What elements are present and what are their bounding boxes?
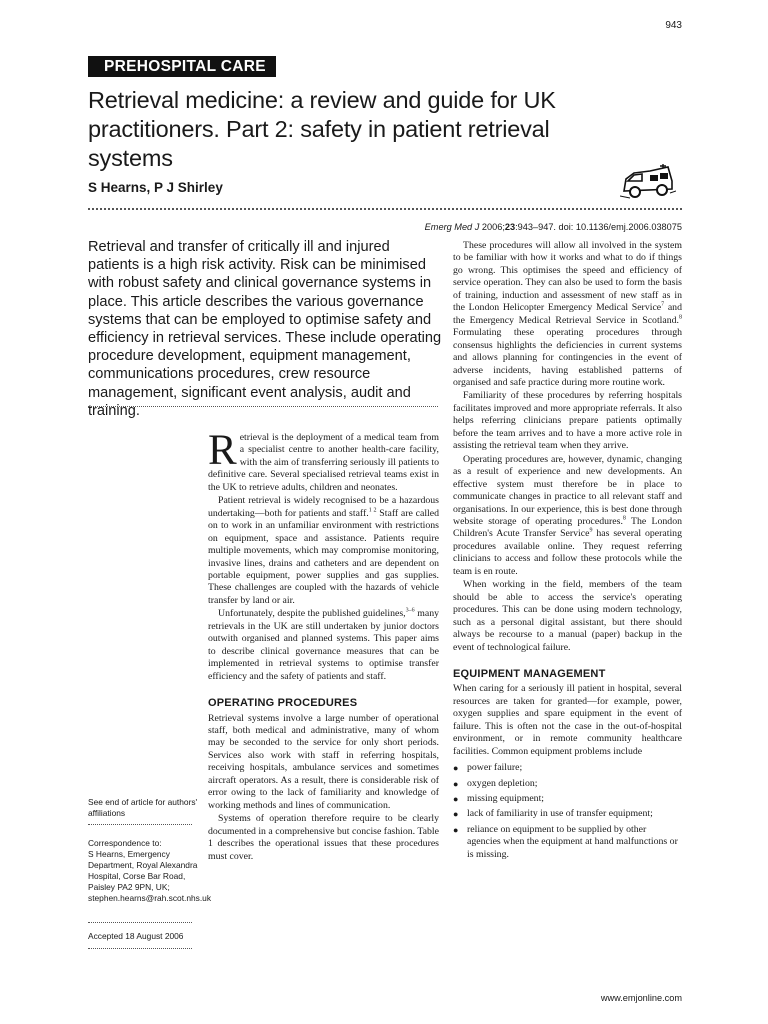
journal-website: www.emjonline.com [600, 993, 682, 1003]
paragraph-text: Patient retrieval is widely recognised to be a hazardous undertaking—both for patients and staff. [208, 495, 439, 519]
citation-volume: 23 [504, 222, 516, 232]
list-item [453, 778, 682, 790]
reference-marker: 9 [589, 528, 593, 535]
correspondence-email: stephen.hearns@rah.scot.nhs.uk [88, 893, 212, 903]
bullet-icon: ● [453, 794, 459, 805]
list-item-text: power failure; [467, 762, 523, 774]
bullet-icon: ● [453, 809, 459, 820]
correspondence-address: S Hearns, Emergency Department, Royal Alexandra Hospital, Corse Bar Road, Paisley PA2 9PN, UK; [88, 849, 198, 892]
section-heading: OPERATING PROCEDURES [208, 697, 358, 710]
correspondence-label: Correspondence to: [88, 838, 162, 848]
paragraph-text: etrieval is the deployment of a medical team from a specialist centre to another health-care facility, with the aim of transferring seriously ill patients to definitive care. Several specialised retrieval teams exist in the UK to retrieve adults, children and neonates. [208, 432, 439, 493]
paragraph-text: Unfortunately, despite the published guidelines, [218, 608, 406, 620]
paragraph-text: and the Emergency Medical Retrieval Service in Scotland. [453, 302, 682, 326]
paragraph-text: Staff are called on to work in an unfamiliar environment with restrictions on equipment, space and assistance. Patients require multiple movements, which may compromise monitoring, invasive lines, drains and catheters and are dependent on portable equipment, power supplies and gas supplies. These challenges are coupled with the hazards of vehicle transfer by land or air. [208, 507, 440, 606]
paragraph: When working in the field, members of the team should be able to access the service's operating procedures. This can be done using modern technology, such as a personal digital assistant, but there should always be recourse to a manual (paper) backup in the event of technological failure. [453, 579, 682, 653]
paragraph-text: The London Children's Acute Transfer Service [453, 515, 682, 540]
accepted-date [88, 931, 203, 942]
paragraph [453, 454, 682, 579]
paragraph [208, 495, 439, 607]
abstract-divider [88, 406, 438, 407]
list-item-text: lack of familiarity in use of transfer equipment; [467, 808, 653, 820]
list-item [453, 793, 682, 805]
list-item [453, 824, 682, 861]
list-item-text: oxygen depletion; [467, 777, 538, 789]
paragraph: When caring for a seriously ill patient in hospital, several resources are taken for granted—for example, power, oxygen supplies and spare equipment in the event of failure. This is often not the case in the out-of-hospital environment, or in remote community healthcare facilities. Common equipment problems include [453, 683, 682, 757]
correspondence [88, 838, 212, 904]
citation [425, 222, 682, 232]
affiliation-note-text: See end of article for authors' affiliations [88, 797, 198, 818]
sidebar-divider [88, 922, 192, 923]
reference-marker: 7 [661, 302, 665, 308]
reference-marker: 3–6 [405, 608, 415, 615]
paragraph: Familiarity of these procedures by referring hospitals facilitates improved and more appropriate referrals. It also helps referring clinicians prepare patients optimally before the team arrives and to have a more active role in assisting the retrieval team when they arrive. [453, 390, 682, 452]
citation-year: 2006; [481, 222, 505, 232]
header-divider [88, 208, 682, 210]
citation-journal: Emerg Med J [424, 222, 480, 232]
sidebar-divider [88, 948, 192, 949]
section-banner: PREHOSPITAL CARE [88, 56, 276, 77]
list-item [453, 808, 682, 820]
paragraph [453, 240, 682, 389]
bullet-icon: ● [453, 778, 459, 789]
paragraph: Systems of operation therefore require to be clearly documented in a comprehensive but concise fashion. Table 1 describes the operational issues that these procedures must cover. [208, 813, 439, 862]
page-number: 943 [665, 20, 682, 31]
reference-marker: 1 2 [368, 507, 377, 514]
equipment-problems-list [453, 762, 682, 861]
dropcap: R [208, 427, 237, 474]
paragraph [208, 427, 439, 494]
paragraph-text: many retrievals in the UK are still undertaken by junior doctors outwith organised and planned systems. This paper aims to describe clinical governance measures that can be implemented in retrieval systems to optimise transfer efficiency and the safety of patients and staff. [208, 608, 439, 682]
reference-marker: 8 [622, 515, 626, 522]
affiliation-note [88, 797, 203, 819]
bullet-icon: ● [453, 824, 459, 835]
list-item-text: reliance on equipment to be supplied by other agencies when the equipment at hand malfunctions or is missing. [467, 823, 678, 860]
article-title: Retrieval medicine: a review and guide for UK practitioners. Part 2: safety in patient retrieval systems [88, 87, 556, 171]
list-item [453, 762, 682, 774]
section-heading: EQUIPMENT MANAGEMENT [453, 667, 606, 680]
paragraph-text: has several operating procedures available online. They request referring clinicians to access and follow these protocols while the team is en route. [453, 528, 682, 577]
bullet-icon: ● [453, 763, 459, 774]
paragraph: Retrieval systems involve a large number of operational staff, both medical and administrative, many of whom may be seconded to the service for only short periods. Services also work with staff in referring hospitals, receiving hospitals, ambulance services and sometimes aircraft operators. As a result, there is considerable risk of error owing to the lack of familiarity and knowledge of working methods and lines of communication. [208, 712, 439, 811]
sidebar-divider [88, 824, 192, 825]
paragraph-text: Operating procedures are, however, dynamic, changing as a result of experience and new developments. An effective system must therefore be in place to communicate changes in practice to all relevant staff and organisations. In our experience, this is best done through website storage of operating procedures. [453, 453, 682, 527]
abstract: Retrieval and transfer of critically ill and injured patients is a high risk activity. Risk can be minimised with robust safety and clinical governance systems in place. This article describes the various governance systems that can be employed to optimise safety and efficiency in retrieval services. These include operating procedure development, equipment management, communications procedures, crew resource management, significant event analysis, audit and training. [88, 239, 442, 419]
ambulance-icon [620, 163, 676, 201]
paragraph-text: Formulating these operating procedures through consensus highlights the deficiencies in current systems and allows planning for contingencies in the event of adverse incidents, having established patterns of organised and safe practice during more routine work. [453, 327, 682, 388]
accepted-text: Accepted 18 August 2006 [88, 931, 184, 941]
body-column-2 [453, 240, 682, 864]
authors: S Hearns, P J Shirley [88, 180, 223, 195]
paragraph [208, 608, 439, 683]
body-column-1 [208, 427, 440, 864]
list-item-text: missing equipment; [467, 793, 545, 805]
paragraph-text: These procedures will allow all involved in the system to be familiar with how it works and what to do if things go wrong. This optimises the speed and efficiency of service operation. They can also be used to form the basis of training, induction and assessment of new staff as in the London Helicopter Emergency Medical Service [453, 240, 682, 314]
reference-marker: 8 [679, 314, 682, 321]
citation-pages: :943–947. doi: 10.1136/emj.2006.038075 [515, 222, 682, 232]
